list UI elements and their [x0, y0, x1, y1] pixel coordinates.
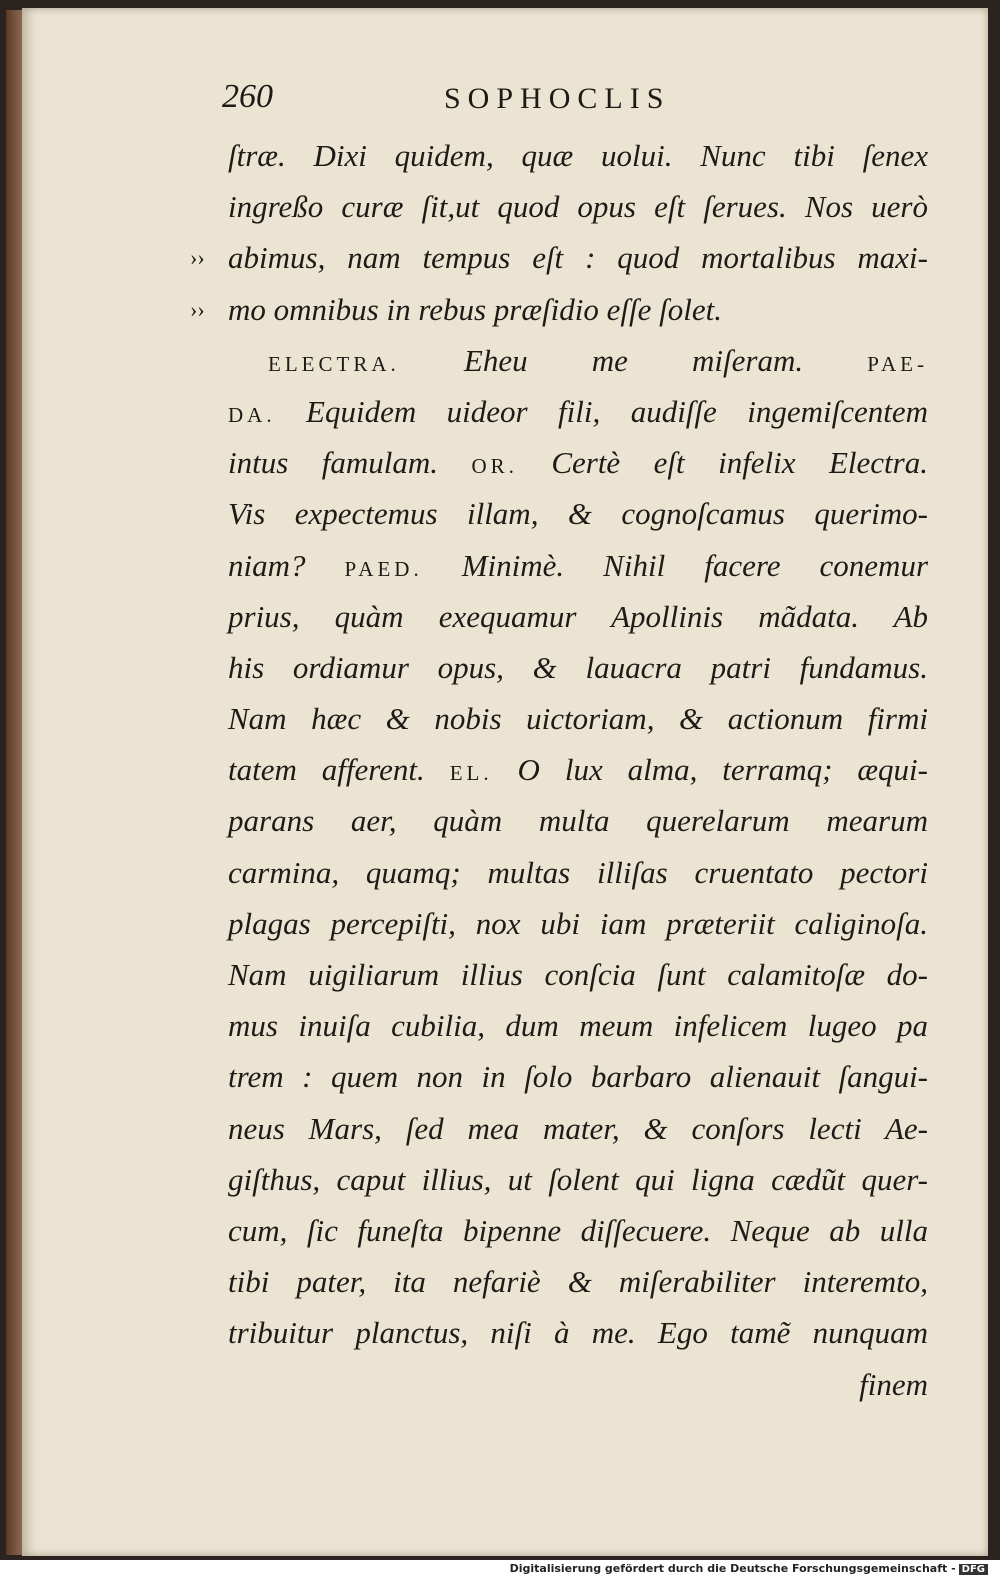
text-line	[228, 847, 928, 898]
text-block	[190, 130, 929, 1410]
line-text: niam?	[228, 547, 345, 583]
speaker-name: EL.	[449, 761, 493, 786]
line-text: trem : quem non in ſolo barbaro alienauit ſangui-	[228, 1059, 928, 1095]
text-line	[228, 130, 928, 181]
line-text: carmina, quamq; multas illiſas cruentato pectori	[228, 854, 928, 890]
text-line	[228, 898, 928, 949]
line-text: his ordiamur opus, & lauacra patri fundamus.	[228, 649, 928, 685]
speaker-name: OR.	[471, 454, 518, 479]
line-text: tribuitur planctus, niſi à me. Ego tamẽ nunquam	[228, 1315, 928, 1351]
dfg-logo: DFG	[959, 1564, 988, 1575]
line-text: Nam uigiliarum illius conſcia ſunt calamitoſæ do-	[228, 957, 928, 992]
line-text: abimus, nam tempus eſt : quod mortalibus maxi-	[228, 240, 928, 276]
text-line	[228, 591, 928, 642]
line-text: tibi pater, ita nefariè & miſerabiliter interemto,	[228, 1264, 928, 1300]
credit-text: Digitalisierung gefördert durch die Deutsche Forschungsgemeinschaft -	[509, 1562, 956, 1575]
page-number: 260	[222, 78, 273, 115]
line-text: plagas percepiſti, nox ubi iam præteriit caliginoſa.	[228, 905, 928, 941]
text-line	[228, 386, 928, 437]
line-text: ſtræ. Dixi quidem, quæ uolui. Nunc tibi ſenex	[228, 138, 928, 173]
text-line	[228, 1000, 928, 1051]
line-text: prius, quàm exequamur Apollinis mãdata. Ab	[228, 598, 928, 634]
text-line	[190, 284, 928, 335]
quotation-marker: ››	[190, 296, 205, 322]
line-text: Certè eſt infelix Electra.	[517, 445, 928, 481]
line-text: finem	[859, 1366, 928, 1402]
text-line	[228, 1205, 928, 1256]
speaker-name: ELECTRA.	[268, 351, 400, 376]
text-line	[228, 795, 928, 846]
text-line	[228, 744, 928, 795]
line-text: Eheu me miſeram.	[399, 342, 868, 378]
line-text: Equidem uideor fili, audiſſe ingemiſcentem	[275, 393, 928, 429]
text-line	[228, 949, 928, 1000]
line-text: neus Mars, ſed mea mater, & conſors lecti Ae-	[228, 1110, 928, 1146]
line-text: Minimè. Nihil facere conemur	[422, 547, 929, 583]
text-line	[228, 181, 928, 232]
speaker-name: PAED.	[344, 556, 423, 581]
speaker-name: DA.	[228, 402, 276, 427]
line-text: Vis expectemus illam, & cognoſcamus querimo-	[228, 496, 928, 532]
line-text: parans aer, quàm multa querelarum mearum	[228, 803, 928, 839]
text-line	[228, 642, 928, 693]
text-line	[228, 693, 928, 744]
line-text: cum, ſic funeſta bipenne diſſecuere. Neque ab ulla	[228, 1212, 928, 1248]
line-text: mus inuiſa cubilia, dum meum infelicem lugeo pa	[228, 1008, 928, 1044]
text-line	[228, 488, 928, 539]
speaker-name: PAE-	[867, 351, 928, 376]
text-line	[228, 1256, 928, 1307]
text-line	[228, 1307, 928, 1358]
book-title: SOPHOCLIS	[444, 82, 671, 115]
line-text: mo omnibus in rebus præſidio eſſe ſolet.	[228, 291, 722, 327]
line-text: intus famulam.	[228, 445, 472, 481]
text-line	[228, 1154, 928, 1205]
text-line	[228, 335, 928, 386]
text-line	[228, 540, 928, 591]
digitization-credit	[510, 1562, 988, 1575]
running-head	[222, 78, 742, 122]
line-text: giſthus, caput illius, ut ſolent qui ligna cædũt quer-	[228, 1161, 928, 1197]
text-line	[190, 232, 928, 283]
line-text: O lux alma, terramq; æqui-	[492, 752, 928, 788]
text-line	[228, 437, 928, 488]
text-line	[228, 1051, 928, 1102]
line-text: tatem afferent.	[228, 752, 450, 788]
line-text: ingreßo curæ ſit,ut quod opus eſt ſerues. Nos uerò	[228, 189, 928, 225]
catchword	[228, 1359, 928, 1410]
quotation-marker: ››	[190, 245, 205, 271]
text-line	[228, 1103, 928, 1154]
line-text: Nam hæc & nobis uictoriam, & actionum firmi	[228, 701, 928, 737]
book-binding-edge	[6, 10, 22, 1555]
